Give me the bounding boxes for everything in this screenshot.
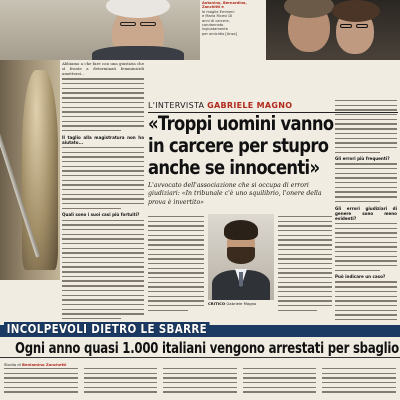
byline: [4, 362, 66, 367]
question-heading: Gli errori più frequenti?: [335, 156, 390, 162]
question-heading: Quali sono i suoi casi più fortuiti?: [62, 212, 140, 218]
kicker-name: GABRIELE MAGNO: [207, 101, 293, 110]
caption-line: Antonino, Bernardina,: [202, 1, 247, 5]
top-right-photo: [266, 0, 400, 60]
caption-line: e Maria Ricevi DI: [202, 14, 233, 19]
middle-text-column-a: [148, 216, 204, 322]
justice-statue-image: [0, 60, 60, 280]
left-text-column: [62, 62, 144, 324]
portrait-caption-name: Gabriele Magno: [226, 301, 257, 306]
headline-line: «Troppi uomini vanno: [148, 112, 334, 135]
portrait-caption: [208, 301, 288, 306]
right-text-column: [335, 100, 397, 324]
interview-kicker: [148, 101, 292, 110]
question-heading: Gli errori giudiziari di genere sono meno evidenti?: [335, 205, 397, 221]
photo-caption: [202, 1, 264, 36]
byline-prefix: Studio di: [4, 362, 21, 367]
middle-text-column-b: [278, 216, 332, 322]
kicker-label: L'INTERVISTA: [148, 101, 205, 110]
lawyer-portrait: [208, 214, 274, 300]
question-heading: Può indicare un caso?: [335, 274, 386, 280]
caption-line: le moglie Emmeni: [202, 9, 235, 14]
bottom-headline: Ogni anno quasi 1.000 italiani vengono arrestati per sbaglio: [15, 339, 399, 357]
main-headline: [148, 112, 334, 179]
portrait-caption-label: CRITICO: [208, 301, 226, 306]
bottom-rule: [0, 357, 400, 358]
caption-line: condannato: [202, 23, 224, 28]
headline-line: anche se innocenti»: [148, 156, 320, 179]
caption-line: per omicidio [Ansa]: [202, 31, 238, 36]
banner-text: INCOLPEVOLI DIETRO LE SBARRE: [4, 322, 210, 336]
caption-line: Zanchitti e: [202, 5, 224, 10]
question-heading: Il taglio alla magistratura non ha aiutato...: [62, 134, 144, 145]
intro-paragraph: Abbiamo a che fare con una giustizia che sì fronte a determinati femminicidi amettersi...: [62, 62, 144, 76]
bottom-text-columns: [4, 368, 396, 400]
headline-line: in carcere per stupro: [148, 134, 329, 157]
top-left-photo: [0, 0, 200, 60]
byline-name: Beniamino Zanchetti: [21, 362, 67, 367]
standfirst: L'avvocato dell'associazione che si occupa di errori giudiziari: «In tribunale c'è uno squilibrio, l'onere della prova è invertito»: [148, 182, 322, 206]
section-banner-label: [4, 322, 210, 336]
caption-line: ingiustamente: [202, 27, 228, 32]
caption-line: anni di carcere,: [202, 18, 230, 23]
